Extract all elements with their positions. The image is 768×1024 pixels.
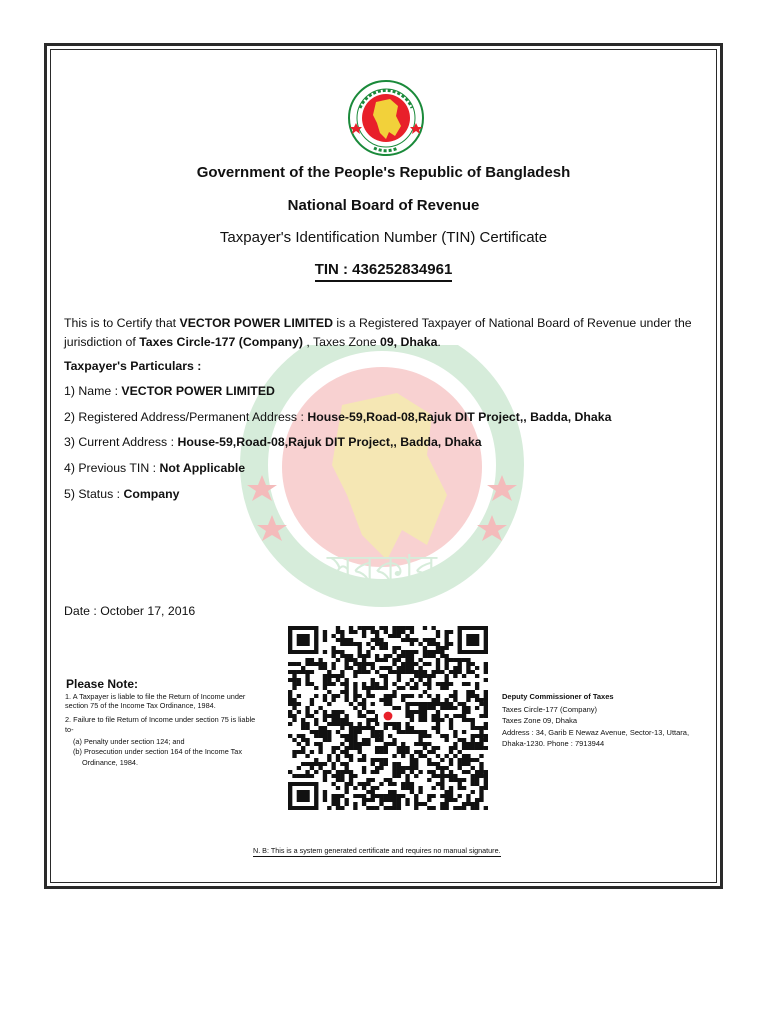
particulars-heading: Taxpayer's Particulars :	[64, 359, 202, 373]
qr-finder-pattern	[297, 634, 310, 646]
certify-text-1: This is to Certify that	[64, 316, 180, 330]
system-generated-note: N. B: This is a system generated certificate and requires no manual signature.	[253, 846, 501, 855]
name-value: VECTOR POWER LIMITED	[121, 384, 275, 398]
watermark-text: সরকার	[326, 547, 438, 593]
officer-address-2: Dhaka-1230. Phone : 7913944	[502, 739, 605, 748]
certify-zone: 09, Dhaka	[380, 335, 438, 349]
current-address-value: House-59,Road-08,Rajuk DIT Project,, Badda, Dhaka	[177, 435, 482, 449]
previous-tin-value: Not Applicable	[159, 461, 246, 475]
certify-circle: Taxes Circle-177 (Company)	[139, 335, 303, 349]
certify-text-2: is a Registered Taxpayer of National Board of Revenue under the jurisdiction of	[64, 316, 692, 349]
status-value: Company	[123, 487, 180, 501]
certify-company: VECTOR POWER LIMITED	[179, 316, 333, 330]
note-line-6: (b) Prosecution under section 164 of the Income Tax	[73, 747, 243, 756]
particular-previous-tin	[64, 461, 245, 475]
current-address-label: 3) Current Address :	[64, 435, 178, 449]
note-line-3: 2. Failure to file Return of Income under section 75 is liable	[65, 715, 256, 724]
certify-paragraph	[64, 314, 714, 352]
tin-number	[50, 261, 717, 278]
certificate-title: Taxpayer's Identification Number (TIN) Certificate	[219, 229, 548, 246]
note-line-7: Ordinance, 1984.	[82, 758, 138, 767]
qr-center-seal-icon	[384, 712, 393, 721]
qr-finder-pattern	[297, 790, 310, 802]
government-title: Government of the People's Republic of Bangladesh	[196, 164, 571, 181]
government-seal-icon	[346, 78, 426, 158]
particular-current-address	[64, 435, 482, 449]
note-line-1: 1. A Taxpayer is liable to file the Return of Income under	[65, 692, 246, 701]
tin-value: TIN : 436252834961	[315, 261, 453, 282]
note-line-2: section 75 of the Income Tax Ordinance, 1984.	[65, 701, 216, 710]
previous-tin-label: 4) Previous TIN :	[64, 461, 160, 475]
officer-zone: Taxes Zone 09, Dhaka	[502, 716, 578, 725]
registered-address-label: 2) Registered Address/Permanent Address :	[64, 410, 308, 424]
officer-title: Deputy Commissioner of Taxes	[502, 692, 614, 701]
certify-text-4: .	[437, 335, 441, 349]
issue-date: Date : October 17, 2016	[64, 604, 196, 618]
certify-text-3: , Taxes Zone	[302, 335, 380, 349]
status-label: 5) Status :	[64, 487, 124, 501]
note-line-5: (a) Penalty under section 124; and	[73, 737, 185, 746]
board-title: National Board of Revenue	[287, 197, 480, 214]
officer-address-1: Address : 34, Garib E Newaz Avenue, Sector-13, Uttara,	[502, 728, 690, 737]
officer-circle: Taxes Circle-177 (Company)	[502, 705, 598, 714]
note-title: Please Note:	[66, 677, 139, 691]
qr-finder-pattern	[466, 634, 479, 646]
particular-name	[64, 384, 275, 398]
qr-code	[288, 626, 488, 810]
registered-address-value: House-59,Road-08,Rajuk DIT Project,, Badda, Dhaka	[307, 410, 612, 424]
note-line-4: to-	[65, 725, 74, 734]
particular-status	[64, 487, 180, 501]
particular-registered-address	[64, 410, 611, 424]
name-label: 1) Name :	[64, 384, 122, 398]
